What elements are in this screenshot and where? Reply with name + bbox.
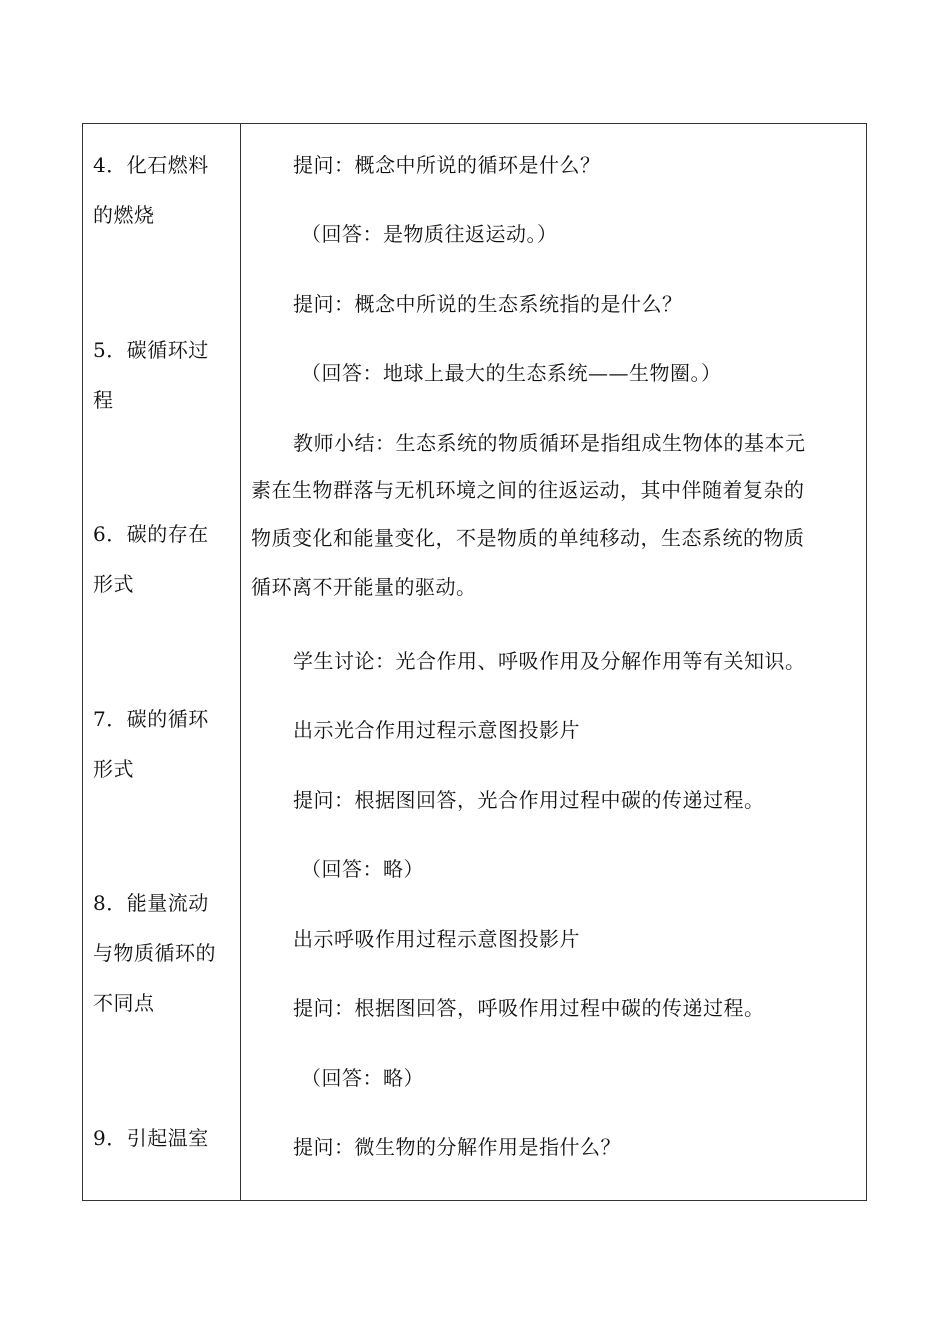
- left-item-8: [93, 878, 233, 1028]
- answer-line: （回答：略）: [301, 857, 424, 881]
- left-line: 不同点: [93, 991, 155, 1015]
- left-item-9: [93, 1113, 233, 1163]
- left-line: 的燃烧: [93, 203, 155, 227]
- left-item-6: [93, 509, 233, 609]
- left-line: 7．碳的循环: [93, 707, 209, 731]
- summary-line: 教师小结：生态系统的物质循环是指组成生物体的基本元: [293, 431, 806, 455]
- left-line: 8．能量流动: [93, 891, 209, 915]
- answer-line: （回答：地球上最大的生态系统——生物圈。）: [301, 361, 722, 385]
- left-item-4: [93, 140, 233, 240]
- question-line: 提问：根据图回答，光合作用过程中碳的传递过程。: [293, 788, 765, 812]
- question-line: 提问：概念中所说的循环是什么？: [293, 153, 601, 177]
- question-line: 提问：根据图回答，呼吸作用过程中碳的传递过程。: [293, 996, 765, 1020]
- answer-line: （回答：略）: [301, 1066, 424, 1090]
- left-line: 9．引起温室: [93, 1126, 209, 1150]
- lesson-table: [82, 123, 867, 1201]
- left-item-5: [93, 325, 233, 425]
- summary-line: 素在生物群落与无机环境之间的往返运动，其中伴随着复杂的: [251, 478, 805, 502]
- slide-line: 出示光合作用过程示意图投影片: [293, 718, 580, 742]
- slide-line: 出示呼吸作用过程示意图投影片: [293, 927, 580, 951]
- left-line: 4．化石燃料: [93, 153, 209, 177]
- summary-line: 物质变化和能量变化，不是物质的单纯移动，生态系统的物质: [251, 526, 805, 550]
- left-item-7: [93, 694, 233, 794]
- answer-line: （回答：是物质往返运动。）: [301, 222, 558, 246]
- discussion-line: 学生讨论：光合作用、呼吸作用及分解作用等有关知识。: [293, 649, 806, 673]
- left-line: 5．碳循环过: [93, 338, 209, 362]
- left-line: 形式: [93, 572, 134, 596]
- question-line: 提问：概念中所说的生态系统指的是什么？: [293, 292, 683, 316]
- summary-line: 循环离不开能量的驱动。: [251, 575, 477, 599]
- left-line: 6．碳的存在: [93, 522, 209, 546]
- left-line: 与物质循环的: [93, 941, 216, 965]
- column-divider: [240, 124, 241, 1200]
- left-line: 程: [93, 388, 114, 412]
- question-line: 提问：微生物的分解作用是指什么？: [293, 1135, 621, 1159]
- left-line: 形式: [93, 757, 134, 781]
